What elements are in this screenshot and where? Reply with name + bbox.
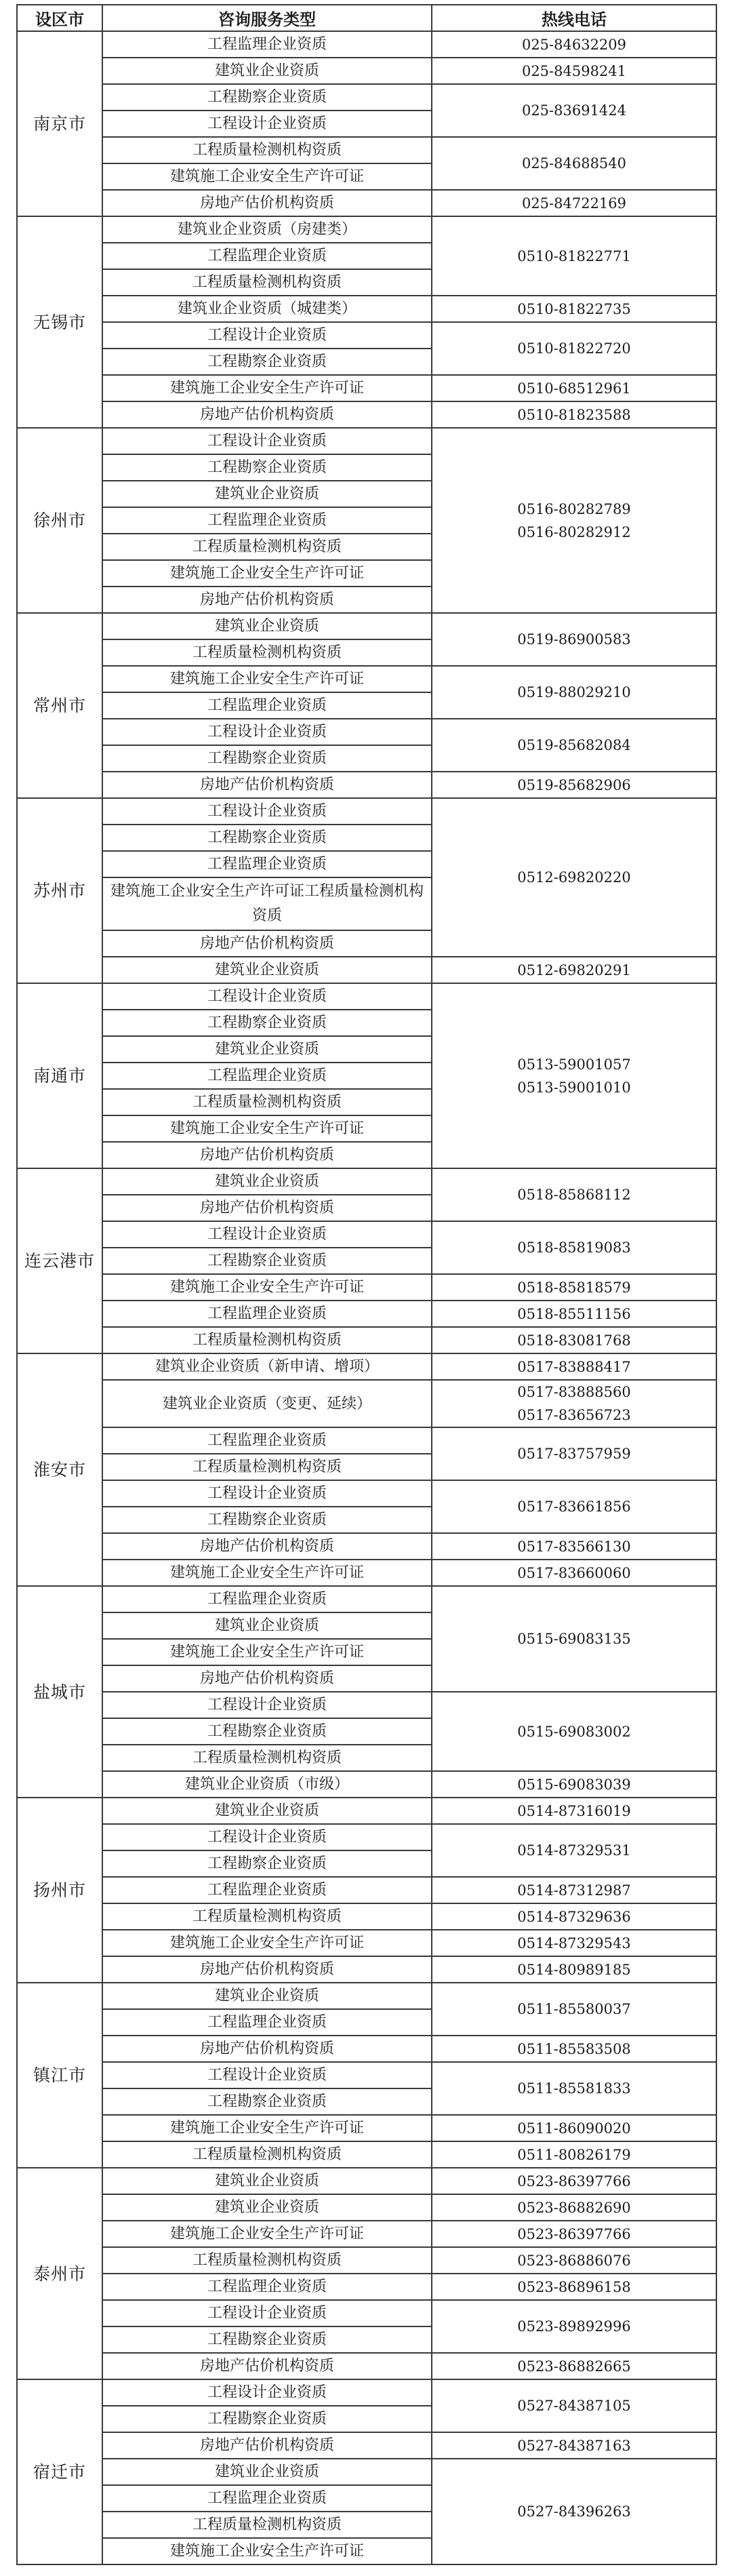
phone-cell xyxy=(432,322,716,375)
phone-cell xyxy=(432,401,716,428)
phone-number: 0519-85682906 xyxy=(517,776,631,793)
phone-number: 0510-81822771 xyxy=(517,247,631,264)
table-row xyxy=(17,84,716,111)
phone-number: 0518-85819083 xyxy=(517,1240,631,1256)
table-row xyxy=(17,1301,716,1327)
table-row xyxy=(17,2036,716,2062)
service-cell: 建筑业企业资质 xyxy=(102,2459,432,2485)
table-row xyxy=(17,983,716,1010)
phone-number: 0523-86882690 xyxy=(517,2199,631,2216)
phone-number: 0514-87329543 xyxy=(517,1935,631,1951)
table-row xyxy=(17,401,716,428)
service-cell: 工程设计企业资质 xyxy=(102,1480,432,1507)
phone-cell xyxy=(432,2300,716,2353)
service-cell: 工程质量检测机构资质 xyxy=(102,137,432,163)
phone-cell xyxy=(432,31,716,58)
service-cell: 建筑施工企业安全生产许可证 xyxy=(102,1639,432,1665)
district-cell: 连云港市 xyxy=(17,1168,102,1353)
service-cell: 建筑业企业资质（城建类） xyxy=(102,296,432,322)
phone-cell xyxy=(432,1427,716,1480)
service-cell: 房地产估价机构资质 xyxy=(102,587,432,613)
phone-cell xyxy=(432,1983,716,2036)
service-cell: 房地产估价机构资质 xyxy=(102,1956,432,1983)
service-cell: 工程监理企业资质 xyxy=(102,1301,432,1327)
phone-number: 0511-85583508 xyxy=(517,2040,631,2057)
table-row xyxy=(17,428,716,454)
phone-cell xyxy=(432,1221,716,1274)
phone-number: 0514-87316019 xyxy=(517,1802,631,1819)
service-cell: 建筑施工企业安全生产许可证 xyxy=(102,1115,432,1142)
service-cell: 工程质量检测机构资质 xyxy=(102,1089,432,1115)
phone-cell xyxy=(432,137,716,190)
service-cell: 建筑业企业资质 xyxy=(102,1612,432,1639)
service-cell: 建筑业企业资质（房建类） xyxy=(102,216,432,243)
district-cell: 淮安市 xyxy=(17,1353,102,1586)
table-row xyxy=(17,58,716,84)
phone-cell xyxy=(432,1327,716,1353)
service-cell: 建筑业企业资质（变更、延续） xyxy=(102,1380,432,1427)
phone-number: 0510-68512961 xyxy=(517,380,631,397)
phone-number: 0517-83656723 xyxy=(517,1407,631,1423)
service-cell: 工程监理企业资质 xyxy=(102,2009,432,2036)
service-cell: 工程质量检测机构资质 xyxy=(102,1327,432,1353)
service-cell: 建筑施工企业安全生产许可证 xyxy=(102,1930,432,1956)
table-row xyxy=(17,31,716,58)
table-row xyxy=(17,1168,716,1195)
service-cell: 建筑施工企业安全生产许可证 xyxy=(102,560,432,587)
phone-cell xyxy=(432,375,716,401)
phone-cell xyxy=(432,1956,716,1983)
service-cell: 建筑业企业资质 xyxy=(102,957,432,983)
service-cell: 房地产估价机构资质 xyxy=(102,1195,432,1221)
district-cell: 扬州市 xyxy=(17,1798,102,1983)
phone-number: 0517-83661856 xyxy=(517,1499,631,1515)
service-cell: 工程勘察企业资质 xyxy=(102,1010,432,1036)
district-cell: 镇江市 xyxy=(17,1983,102,2168)
phone-cell xyxy=(432,1274,716,1301)
table-row xyxy=(17,2459,716,2485)
table-row xyxy=(17,2168,716,2194)
phone-number: 0515-69083039 xyxy=(517,1776,631,1793)
table-row xyxy=(17,1877,716,1903)
table-row xyxy=(17,666,716,692)
phone-number: 0512-69820220 xyxy=(517,869,631,886)
service-cell: 房地产估价机构资质 xyxy=(102,772,432,798)
district-cell: 无锡市 xyxy=(17,216,102,428)
service-cell: 建筑业企业资质 xyxy=(102,1983,432,2009)
service-cell: 工程监理企业资质 xyxy=(102,2274,432,2300)
service-cell: 工程勘察企业资质 xyxy=(102,1850,432,1877)
service-cell: 建筑业企业资质（市级） xyxy=(102,1771,432,1798)
table-row xyxy=(17,1692,716,1718)
table-row xyxy=(17,719,716,745)
service-cell: 工程质量检测机构资质 xyxy=(102,1745,432,1771)
phone-cell xyxy=(432,798,716,957)
phone-number: 0511-85580037 xyxy=(517,2001,631,2017)
service-cell: 建筑施工企业安全生产许可证 xyxy=(102,1560,432,1586)
phone-number: 0523-86397766 xyxy=(517,2173,631,2189)
table-row xyxy=(17,1798,716,1824)
table-row xyxy=(17,2300,716,2326)
phone-number: 0518-83081768 xyxy=(517,1332,631,1349)
phone-number: 0514-87329531 xyxy=(517,1842,631,1859)
service-cell: 工程勘察企业资质 xyxy=(102,745,432,772)
phone-number: 0513-59001057 xyxy=(517,1056,631,1073)
table-row xyxy=(17,216,716,243)
service-cell: 工程勘察企业资质 xyxy=(102,349,432,375)
service-cell: 工程设计企业资质 xyxy=(102,719,432,745)
table-row xyxy=(17,2432,716,2459)
phone-cell xyxy=(432,1301,716,1327)
phone-cell xyxy=(432,2247,716,2274)
table-row xyxy=(17,1533,716,1560)
table-row xyxy=(17,2062,716,2088)
table-row xyxy=(17,1586,716,1612)
district-cell: 苏州市 xyxy=(17,798,102,983)
service-cell: 工程设计企业资质 xyxy=(102,983,432,1010)
table-row xyxy=(17,1956,716,1983)
service-cell: 建筑业企业资质 xyxy=(102,58,432,84)
phone-number: 0517-83888560 xyxy=(517,1384,631,1400)
phone-cell xyxy=(432,2221,716,2247)
service-cell: 工程质量检测机构资质 xyxy=(102,534,432,560)
phone-cell xyxy=(432,428,716,613)
district-cell: 宿迁市 xyxy=(17,2379,102,2564)
phone-cell xyxy=(432,1930,716,1956)
phone-number: 0523-86886076 xyxy=(517,2252,631,2269)
phone-cell xyxy=(432,1771,716,1798)
table-row xyxy=(17,1353,716,1380)
phone-cell xyxy=(432,190,716,216)
table-row xyxy=(17,2274,716,2300)
table-row xyxy=(17,1824,716,1850)
table-row xyxy=(17,2115,716,2141)
service-cell: 工程勘察企业资质 xyxy=(102,825,432,851)
service-header: 咨询服务类型 xyxy=(102,5,432,31)
service-cell: 工程勘察企业资质 xyxy=(102,1507,432,1533)
service-cell: 建筑业企业资质 xyxy=(102,1036,432,1063)
phone-number: 0518-85511156 xyxy=(517,1305,631,1322)
table-row xyxy=(17,772,716,798)
service-cell: 工程勘察企业资质 xyxy=(102,1718,432,1745)
table-row xyxy=(17,957,716,983)
service-cell: 建筑业企业资质 xyxy=(102,613,432,639)
phone-cell xyxy=(432,2062,716,2115)
phone-cell xyxy=(432,772,716,798)
phone-number: 0516-80282789 xyxy=(517,500,631,517)
service-cell: 工程设计企业资质 xyxy=(102,322,432,349)
service-cell: 房地产估价机构资质 xyxy=(102,1533,432,1560)
service-cell: 建筑业企业资质 xyxy=(102,2168,432,2194)
phone-cell xyxy=(432,2459,716,2564)
table-row xyxy=(17,1930,716,1956)
phone-number: 0519-86900583 xyxy=(517,631,631,648)
phone-cell xyxy=(432,1798,716,1824)
phone-number: 025-84688540 xyxy=(521,155,627,172)
table-row xyxy=(17,1480,716,1507)
phone-number: 0517-83660060 xyxy=(517,1564,631,1581)
service-cell: 工程勘察企业资质 xyxy=(102,2326,432,2353)
phone-number: 0519-88029210 xyxy=(517,684,631,700)
phone-cell xyxy=(432,216,716,296)
table-row xyxy=(17,1327,716,1353)
service-cell: 工程设计企业资质 xyxy=(102,2062,432,2088)
phone-cell xyxy=(432,1353,716,1380)
phone-cell xyxy=(432,1877,716,1903)
phone-number: 0511-85581833 xyxy=(517,2080,631,2097)
phone-number: 0523-86882665 xyxy=(517,2358,631,2375)
phone-cell xyxy=(432,1586,716,1692)
phone-number: 0527-84387163 xyxy=(517,2437,631,2454)
phone-cell xyxy=(432,2115,716,2141)
phone-cell xyxy=(432,1533,716,1560)
phone-number: 0523-89892996 xyxy=(517,2318,631,2335)
service-cell: 工程质量检测机构资质 xyxy=(102,1903,432,1930)
district-cell: 徐州市 xyxy=(17,428,102,613)
service-cell: 建筑业企业资质（新申请、增项） xyxy=(102,1353,432,1380)
table-row xyxy=(17,613,716,639)
table-row xyxy=(17,2194,716,2221)
phone-number: 0523-86397766 xyxy=(517,2225,631,2242)
service-cell: 房地产估价机构资质 xyxy=(102,190,432,216)
service-cell: 工程勘察企业资质 xyxy=(102,454,432,481)
service-cell: 房地产估价机构资质 xyxy=(102,2036,432,2062)
service-cell: 工程监理企业资质 xyxy=(102,2485,432,2512)
phone-number: 0514-87329636 xyxy=(517,1908,631,1925)
service-cell: 工程设计企业资质 xyxy=(102,428,432,454)
service-cell: 建筑施工企业安全生产许可证 xyxy=(102,375,432,401)
hotline-table-container xyxy=(16,4,716,2565)
phone-number: 0527-84396263 xyxy=(517,2503,631,2520)
service-cell: 工程设计企业资质 xyxy=(102,111,432,137)
phone-number: 025-83691424 xyxy=(521,102,627,119)
phone-number: 025-84722169 xyxy=(521,195,627,212)
phone-number: 0510-81822720 xyxy=(517,340,631,357)
service-cell: 工程设计企业资质 xyxy=(102,798,432,825)
service-cell: 工程质量检测机构资质 xyxy=(102,1454,432,1480)
service-cell: 工程监理企业资质 xyxy=(102,851,432,877)
service-cell: 工程设计企业资质 xyxy=(102,2379,432,2406)
table-row xyxy=(17,1903,716,1930)
phone-number: 0512-69820291 xyxy=(517,962,631,978)
service-cell: 工程监理企业资质 xyxy=(102,31,432,58)
service-cell: 房地产估价机构资质 xyxy=(102,2353,432,2379)
district-header: 设区市 xyxy=(17,5,102,31)
phone-cell xyxy=(432,613,716,666)
service-cell: 建筑施工企业安全生产许可证 xyxy=(102,2115,432,2141)
district-cell: 南京市 xyxy=(17,31,102,216)
service-cell: 房地产估价机构资质 xyxy=(102,1142,432,1168)
phone-number: 0527-84387105 xyxy=(517,2398,631,2414)
phone-cell xyxy=(432,2274,716,2300)
phone-number: 0510-81823588 xyxy=(517,406,631,423)
table-row xyxy=(17,1221,716,1248)
phone-number: 0514-80989185 xyxy=(517,1961,631,1978)
phone-cell xyxy=(432,1903,716,1930)
phone-cell xyxy=(432,666,716,719)
service-cell: 工程质量检测机构资质 xyxy=(102,269,432,296)
service-cell: 房地产估价机构资质 xyxy=(102,401,432,428)
table-row xyxy=(17,375,716,401)
table-row xyxy=(17,1771,716,1798)
service-cell: 房地产估价机构资质 xyxy=(102,1665,432,1692)
phone-cell xyxy=(432,58,716,84)
phone-number: 0517-83566130 xyxy=(517,1538,631,1555)
district-cell: 泰州市 xyxy=(17,2168,102,2379)
header-row xyxy=(17,5,716,31)
table-row xyxy=(17,296,716,322)
phone-cell xyxy=(432,2379,716,2432)
phone-cell xyxy=(432,1480,716,1533)
service-cell: 建筑施工企业安全生产许可证 xyxy=(102,1274,432,1301)
table-row xyxy=(17,137,716,163)
phone-cell xyxy=(432,2141,716,2168)
service-cell: 工程质量检测机构资质 xyxy=(102,2247,432,2274)
phone-cell xyxy=(432,1380,716,1427)
district-cell: 盐城市 xyxy=(17,1586,102,1798)
service-cell: 建筑业企业资质 xyxy=(102,481,432,507)
table-row xyxy=(17,2247,716,2274)
service-cell: 工程设计企业资质 xyxy=(102,1824,432,1850)
phone-number: 025-84598241 xyxy=(521,62,627,79)
phone-number: 0516-80282912 xyxy=(517,523,631,540)
table-row xyxy=(17,2379,716,2406)
phone-cell xyxy=(432,2194,716,2221)
phone-cell xyxy=(432,2353,716,2379)
service-cell: 工程设计企业资质 xyxy=(102,1221,432,1248)
service-cell: 建筑施工企业安全生产许可证 xyxy=(102,2538,432,2564)
phone-number: 0510-81822735 xyxy=(517,300,631,317)
service-cell: 工程设计企业资质 xyxy=(102,1692,432,1718)
phone-cell xyxy=(432,2036,716,2062)
table-row xyxy=(17,2221,716,2247)
table-row xyxy=(17,798,716,825)
table-row xyxy=(17,1983,716,2009)
hotline-table xyxy=(16,4,717,2565)
phone-number: 0517-83888417 xyxy=(517,1358,631,1375)
service-cell: 建筑施工企业安全生产许可证 xyxy=(102,666,432,692)
phone-number: 025-84632209 xyxy=(521,36,627,53)
service-cell: 建筑业企业资质 xyxy=(102,1168,432,1195)
table-row xyxy=(17,2141,716,2168)
service-cell: 房地产估价机构资质 xyxy=(102,930,432,957)
phone-cell xyxy=(432,296,716,322)
district-cell: 南通市 xyxy=(17,983,102,1168)
service-cell: 工程监理企业资质 xyxy=(102,243,432,269)
phone-number: 0518-85818579 xyxy=(517,1279,631,1296)
phone-cell xyxy=(432,1692,716,1771)
phone-number: 0511-80826179 xyxy=(517,2146,631,2163)
service-cell: 工程质量检测机构资质 xyxy=(102,639,432,666)
service-cell: 建筑施工企业安全生产许可证 xyxy=(102,2221,432,2247)
table-body xyxy=(17,31,716,2564)
phone-cell xyxy=(432,1560,716,1586)
service-cell: 建筑业企业资质 xyxy=(102,2194,432,2221)
phone-cell xyxy=(432,1824,716,1877)
table-row xyxy=(17,322,716,349)
service-cell: 工程勘察企业资质 xyxy=(102,2406,432,2432)
phone-number: 0519-85682084 xyxy=(517,737,631,753)
phone-number: 0523-86896158 xyxy=(517,2278,631,2295)
phone-cell xyxy=(432,983,716,1168)
phone-cell xyxy=(432,2168,716,2194)
service-cell: 工程勘察企业资质 xyxy=(102,84,432,111)
phone-number: 0517-83757959 xyxy=(517,1446,631,1462)
phone-number: 0518-85868112 xyxy=(517,1187,631,1203)
service-cell: 工程监理企业资质 xyxy=(102,1877,432,1903)
service-cell: 工程质量检测机构资质 xyxy=(102,2141,432,2168)
phone-header: 热线电话 xyxy=(432,5,716,31)
service-cell: 工程监理企业资质 xyxy=(102,507,432,534)
phone-cell xyxy=(432,957,716,983)
phone-number: 0513-59001010 xyxy=(517,1079,631,1096)
service-cell: 工程质量检测机构资质 xyxy=(102,2512,432,2538)
service-cell: 工程监理企业资质 xyxy=(102,1063,432,1089)
service-cell: 房地产估价机构资质 xyxy=(102,2432,432,2459)
service-cell: 工程勘察企业资质 xyxy=(102,2088,432,2115)
service-cell: 工程勘察企业资质 xyxy=(102,1248,432,1274)
phone-cell xyxy=(432,719,716,772)
service-cell: 工程监理企业资质 xyxy=(102,1427,432,1454)
table-row xyxy=(17,1427,716,1454)
phone-number: 0515-69083135 xyxy=(517,1631,631,1647)
table-row xyxy=(17,190,716,216)
table-row xyxy=(17,1560,716,1586)
phone-cell xyxy=(432,1168,716,1221)
table-row xyxy=(17,1380,716,1427)
service-cell: 工程监理企业资质 xyxy=(102,692,432,719)
service-cell: 建筑施工企业安全生产许可证 xyxy=(102,163,432,190)
table-row xyxy=(17,2353,716,2379)
service-cell: 建筑施工企业安全生产许可证工程质量检测机构资质 xyxy=(102,877,432,930)
district-cell: 常州市 xyxy=(17,613,102,798)
phone-cell xyxy=(432,2432,716,2459)
phone-number: 0511-86090020 xyxy=(517,2120,631,2137)
service-cell: 工程设计企业资质 xyxy=(102,2300,432,2326)
phone-number: 0514-87312987 xyxy=(517,1882,631,1899)
service-cell: 工程监理企业资质 xyxy=(102,1586,432,1612)
phone-cell xyxy=(432,84,716,137)
table-row xyxy=(17,1274,716,1301)
service-cell: 建筑业企业资质 xyxy=(102,1798,432,1824)
phone-number: 0515-69083002 xyxy=(517,1723,631,1740)
